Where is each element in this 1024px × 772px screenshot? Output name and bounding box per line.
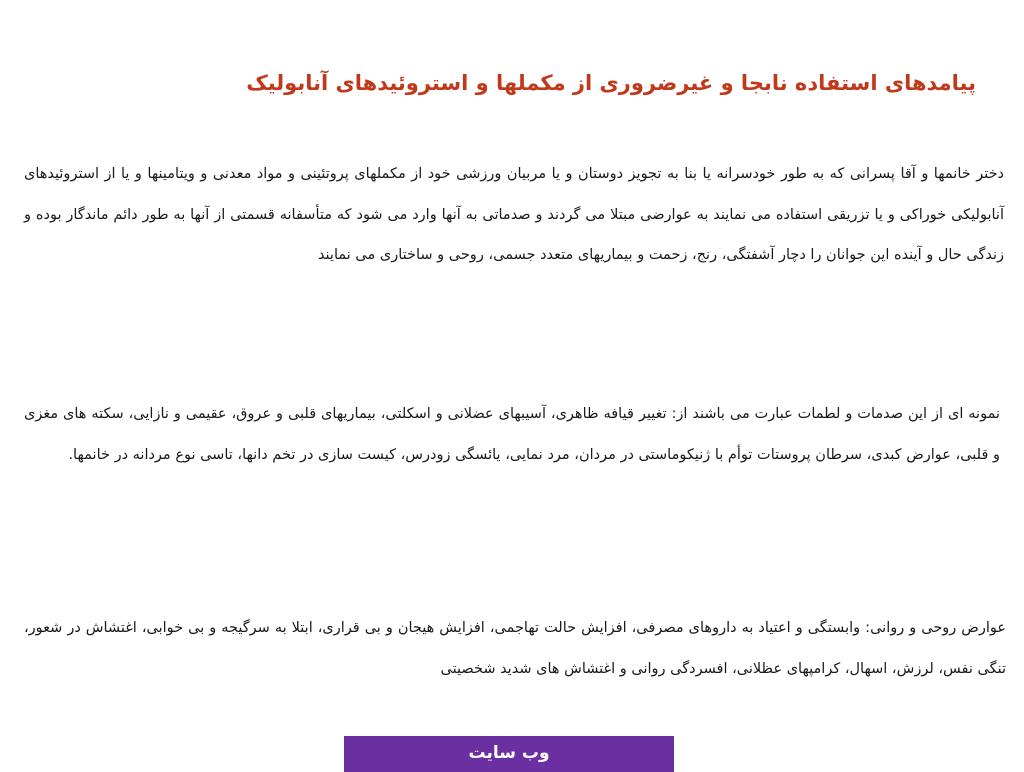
paragraph-psychological-effects: عوارض روحی و روانی: وابستگی و اعتیاد به داروهای مصرفی، افزایش حالت تهاجمی، افزایش هیجان و بی قراری، ابتلا به سرگیجه و بی خوابی، اغتشاش در شعور، تنگی نفس، لرزش، اسهال، کرامپهای عظلانی، افسردگی روانی و اغتشاش های شدید شخصیتی [24, 620, 1006, 677]
website-button[interactable]: وب سایت [344, 736, 674, 772]
paragraph-intro: دختر خانمها و آقا پسرانی که به طور خودسرانه یا بنا به تجویز دوستان و یا مربیان ورزشی خود از مکملهای پروتئینی و مواد معدنی و ویتامینها و یا از استروئیدهای آنابولیکی خوراکی و یا تزریقی استفاده می نمایند به عوارضی مبتلا می گردند و صدماتی به آنها وارد می شود که متأسفانه قسمتی از آنها به طور دائم ماندگار بوده و زندگی حال و آینده این جوانان را دچار آشفتگی، رنج، زحمت و بیماریهای متعدد جسمی، روحی و ساختاری می نمایند [24, 166, 1004, 263]
page-title: پیامدهای استفاده نابجا و غیرضروری از مکملها و استروئیدهای آنابولیک [246, 71, 976, 95]
paragraph-physical-effects: نمونه ای از این صدمات و لطمات عبارت می باشند از: تغییر قیافه ظاهری، آسیبهای عضلانی و اسکلتی، بیماریهای قلبی و عروق، عقیمی و نازایی، سکته های مغزی و قلبی، عوارض کبدی، سرطان پروستات توأم با ژنیکوماستی در مردان، مرد نمایی، یائسگی زودرس، کیست سازی در تخم دانها، تاسی نوع مردانه در خانمها. [24, 406, 1000, 463]
